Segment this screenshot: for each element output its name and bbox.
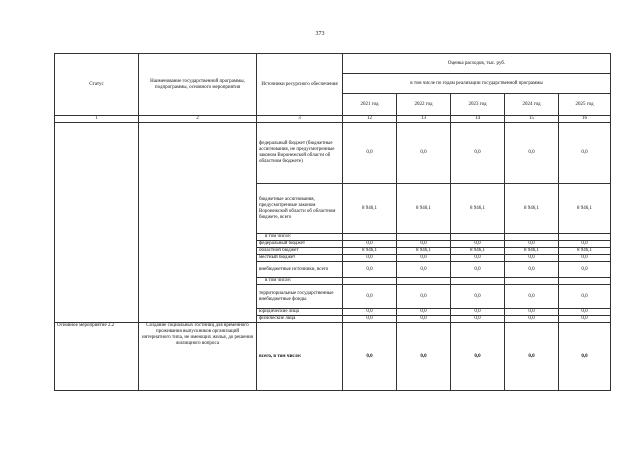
event-status: Основное мероприятие 2.2 xyxy=(55,323,139,391)
value-cell: 0,0 xyxy=(343,123,397,184)
value-cell xyxy=(397,278,451,285)
value-cell: 0,0 xyxy=(343,241,397,248)
value-cell: 8 946,1 xyxy=(505,248,559,255)
value-cell: 0,0 xyxy=(451,316,505,323)
value-cell: 0,0 xyxy=(451,123,505,184)
value-cell: 8 946,1 xyxy=(559,248,611,255)
value-cell: 0,0 xyxy=(397,241,451,248)
col-number: 3 xyxy=(257,116,343,123)
value-cell xyxy=(505,234,559,241)
value-cell: 0,0 xyxy=(343,309,397,316)
value-cell xyxy=(559,234,611,241)
value-cell: 0,0 xyxy=(397,285,451,309)
value-cell: 8 946,1 xyxy=(397,248,451,255)
source-cell: федеральный бюджет (бюджетные ассигнования, не предусмотренные законом Воронежской области об областном бюджете) xyxy=(257,123,343,184)
page-number: 373 xyxy=(315,31,325,37)
value-cell: 0,0 xyxy=(451,323,505,391)
value-cell xyxy=(559,278,611,285)
column-numbers-row xyxy=(55,116,611,123)
value-cell: 8 946,1 xyxy=(343,248,397,255)
name-cell-empty xyxy=(139,123,257,323)
value-cell xyxy=(397,234,451,241)
source-cell: внебюджетные источники, всего xyxy=(257,262,343,278)
value-cell: 0,0 xyxy=(397,262,451,278)
source-cell: в том числе: xyxy=(257,234,343,241)
year-2024: 2024 год xyxy=(505,94,559,116)
value-cell: 0,0 xyxy=(505,309,559,316)
header-status: Статус xyxy=(55,54,139,116)
value-cell: 0,0 xyxy=(505,285,559,309)
budget-table xyxy=(54,53,611,391)
value-cell xyxy=(505,278,559,285)
source-cell: областной бюджет xyxy=(257,248,343,255)
year-2021: 2021 год xyxy=(343,94,397,116)
value-cell xyxy=(343,234,397,241)
value-cell: 0,0 xyxy=(559,316,611,323)
col-number: 16 xyxy=(559,116,611,123)
status-cell-empty xyxy=(55,123,139,323)
value-cell: 8 946,1 xyxy=(505,184,559,234)
value-cell: 0,0 xyxy=(343,285,397,309)
source-cell: местный бюджет xyxy=(257,255,343,262)
value-cell xyxy=(451,278,505,285)
value-cell: 0,0 xyxy=(397,123,451,184)
col-number: 13 xyxy=(397,116,451,123)
value-cell: 0,0 xyxy=(343,316,397,323)
value-cell: 0,0 xyxy=(559,285,611,309)
event-name: Создание социальных гостиниц для временного проживания выпускников организаций интернатного типа, не имеющих жилья, до решения жилищного вопроса xyxy=(139,323,257,391)
value-cell: 0,0 xyxy=(397,255,451,262)
header-name: Наименование государственной программы, подпрограммы, основного мероприятия xyxy=(139,54,257,116)
value-cell: 8 946,1 xyxy=(451,184,505,234)
value-cell: 0,0 xyxy=(397,316,451,323)
col-number: 14 xyxy=(451,116,505,123)
value-cell: 0,0 xyxy=(451,309,505,316)
year-2025: 2025 год xyxy=(559,94,611,116)
value-cell: 0,0 xyxy=(559,323,611,391)
value-cell: 0,0 xyxy=(505,123,559,184)
value-cell: 0,0 xyxy=(559,241,611,248)
value-cell: 0,0 xyxy=(505,323,559,391)
source-cell: юридические лица xyxy=(257,309,343,316)
value-cell: 0,0 xyxy=(505,241,559,248)
header-source: Источники ресурсного обеспечения xyxy=(257,54,343,116)
value-cell: 8 946,1 xyxy=(343,184,397,234)
value-cell: 0,0 xyxy=(397,323,451,391)
value-cell: 0,0 xyxy=(343,323,397,391)
year-2023: 2023 год xyxy=(451,94,505,116)
value-cell: 0,0 xyxy=(451,255,505,262)
value-cell: 0,0 xyxy=(343,255,397,262)
value-cell: 0,0 xyxy=(343,262,397,278)
source-cell: федеральный бюджет xyxy=(257,241,343,248)
source-cell: территориальные государственные внебюджетные фонды xyxy=(257,285,343,309)
value-cell: 0,0 xyxy=(451,285,505,309)
value-cell: 0,0 xyxy=(559,255,611,262)
value-cell: 0,0 xyxy=(505,316,559,323)
value-cell xyxy=(343,278,397,285)
table-row xyxy=(55,123,611,184)
col-number: 15 xyxy=(505,116,559,123)
header-estimate: Оценка расходов, тыс. руб. xyxy=(343,54,611,74)
value-cell: 8 946,1 xyxy=(397,184,451,234)
value-cell: 0,0 xyxy=(451,241,505,248)
value-cell: 0,0 xyxy=(505,255,559,262)
event-row xyxy=(55,323,611,391)
value-cell: 8 946,1 xyxy=(451,248,505,255)
value-cell: 0,0 xyxy=(397,309,451,316)
col-number: 2 xyxy=(139,116,257,123)
col-number: 1 xyxy=(55,116,139,123)
event-source: всего, в том числе: xyxy=(257,323,343,391)
value-cell xyxy=(451,234,505,241)
value-cell: 0,0 xyxy=(505,262,559,278)
value-cell: 0,0 xyxy=(451,262,505,278)
source-cell: бюджетные ассигнования, предусмотренные законом Воронежской области об областном бюджете, всего xyxy=(257,184,343,234)
value-cell: 0,0 xyxy=(559,262,611,278)
source-cell: физические лица xyxy=(257,316,343,323)
value-cell: 8 946,1 xyxy=(559,184,611,234)
col-number: 12 xyxy=(343,116,397,123)
header-by-years: в том числе по годам реализации государственной программы xyxy=(343,74,611,94)
year-2022: 2022 год xyxy=(397,94,451,116)
header-row-1 xyxy=(55,54,611,74)
value-cell: 0,0 xyxy=(559,123,611,184)
source-cell: в том числе: xyxy=(257,278,343,285)
value-cell: 0,0 xyxy=(559,309,611,316)
